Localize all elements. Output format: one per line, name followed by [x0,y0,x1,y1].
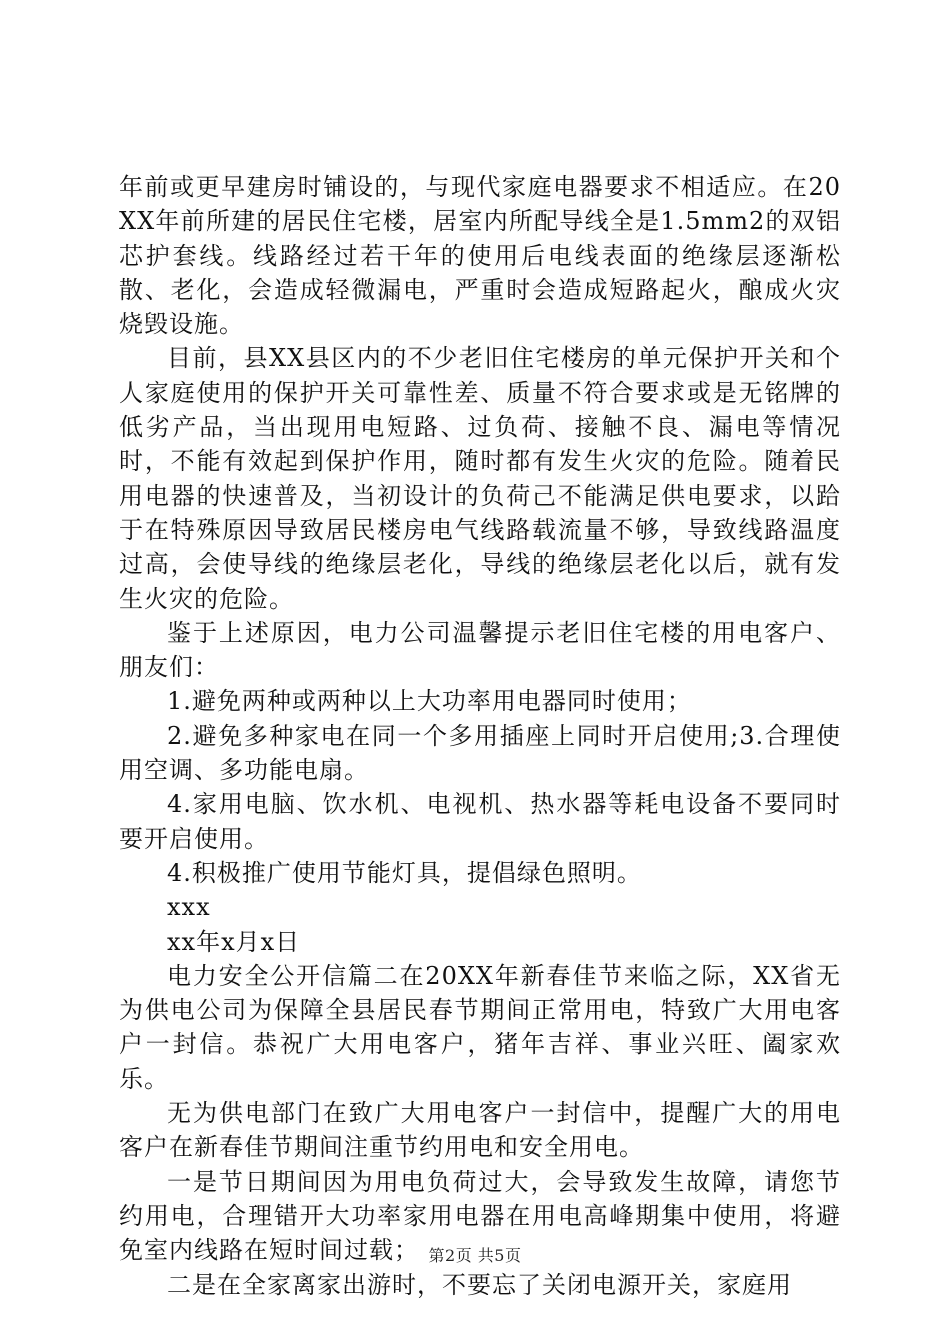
page-number-label: 第2页 共5页 [428,1246,522,1265]
list-item-1: 1.避免两种或两种以上大功率用电器同时使用； [167,687,692,716]
signature-date: xx年x月x日 [167,927,301,956]
paragraph-5: 无为供电部门在致广大用电客户一封信中，提醒广大的用电客户在新春佳节期间注重节约用电和安全用电。 [119,1099,841,1162]
list-item-4: 4.积极推广使用节能灯具，提倡绿色照明。 [167,858,642,887]
list-item-2: 2.避免多种家电在同一个多用插座上同时开启使用;3.合理使用空调、多功能电扇。 [119,721,841,785]
paragraph-7: 二是在全家离家出游时，不要忘了关闭电源开关，家庭用 [167,1270,792,1299]
document-body [119,170,841,1302]
signature-name: xxx [167,893,211,922]
paragraph-2: 目前，县XX县区内的不少老旧住宅楼房的单元保护开关和个人家庭使用的保护开关可靠性差、质量不符合要求或是无铭牌的低劣产品，当出现用电短路、过负荷、接触不良、漏电等情况时，不能有效起到保护作用，随时都有发生火灾的危险。随着民用电器的快速普及，当初设计的负荷己不能满足供电要求，以跲于在特殊原因导致居民楼房电气线路载流量不够，导致线路温度过高，会使导线的绝缘层老化，导线的绝缘层老化以后，就有发生火灾的危险。 [119,344,841,613]
list-item-3: 4.家用电脑、饮水机、电视机、热水器等耗电设备不要同时要开启使用。 [119,790,841,853]
paragraph-4: 电力安全公开信篇二在20XX年新春佳节来临之际，XX省无为供电公司为保障全县居民春节期间正常用电，特致广大用电客户一封信。恭祝广大用电客户，猪年吉祥、事业兴旺、阖家欢乐。 [119,961,841,1093]
paragraph-1: 年前或更早建房时铺设的，与现代家庭电器要求不相适应。在20XX年前所建的居民住宅楼，居室内所配导线全是1.5mm2的双铝芯护套线。线路经过若干年的使用后电线表面的绝缘层逐渐松散、老化，会造成轻微漏电，严重时会造成短路起火，酿成火灾烧毁设施。 [119,173,841,339]
page-footer [0,1243,950,1266]
paragraph-6: 一是节日期间因为用电负荷过大，会导致发生故障，请您节约用电，合理错开大功率家用电器在用电高峰期集中使用，将避免室内线路在短时间过载； [119,1167,841,1265]
paragraph-3: 鉴于上述原因，电力公司温馨提示老旧住宅楼的用电客户、朋友们： [119,618,841,682]
